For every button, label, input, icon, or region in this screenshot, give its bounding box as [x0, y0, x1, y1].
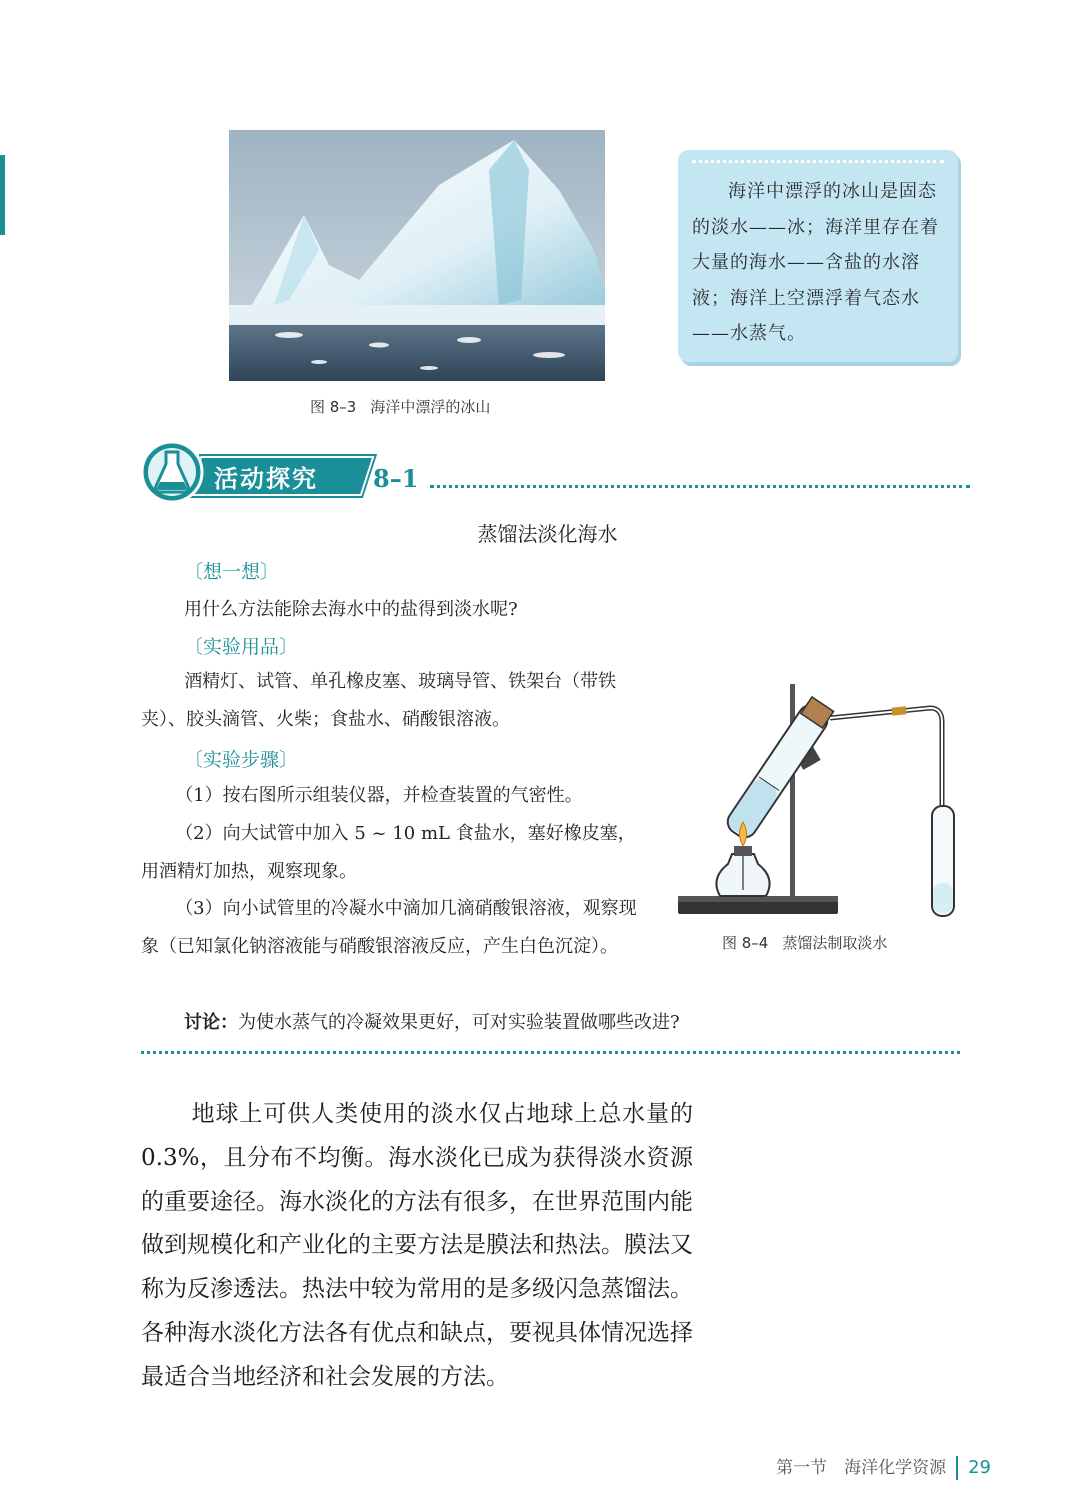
distillation-apparatus-diagram	[670, 678, 970, 928]
figure-4-number: 图 8–4	[722, 934, 769, 952]
activity-number: 8–1	[373, 464, 419, 493]
flask-icon	[140, 440, 204, 504]
body-paragraph: 地球上可供人类使用的淡水仅占地球上总水量的0.3%，且分布不均衡。海水淡化已成为获得淡水资源的重要途径。海水淡化的方法有很多，在世界范围内能做到规模化和产业化的主要方法是膜法和热法。膜法又称为反渗透法。热法中较为常用的是多级闪急蒸馏法。各种海水淡化方法各有优点和缺点，要视具体情况选择最适合当地经济和社会发展的方法。	[141, 1101, 693, 1390]
activity-label: 活动探究	[214, 465, 318, 493]
figure-3-number: 图 8–3	[310, 398, 357, 416]
step-1: （1）按右图所示组装仪器，并检查装置的气密性。	[175, 785, 583, 806]
activity-header	[140, 440, 970, 502]
footer-divider	[956, 1456, 958, 1480]
figure-3-caption	[310, 396, 490, 417]
footer-section: 第一节 海洋化学资源	[776, 1458, 947, 1478]
steps-heading: 〔实验步骤〕	[184, 749, 299, 771]
figure-4-caption	[722, 932, 887, 953]
activity-dotted-rule	[430, 485, 970, 488]
side-note-text: 海洋中漂浮的冰山是固态的淡水——冰；海洋里存在着大量的海水——含盐的水溶液；海洋上空漂浮着气态水——水蒸气。	[692, 181, 939, 344]
materials-heading: 〔实验用品〕	[184, 636, 299, 658]
iceberg-photo	[229, 130, 605, 381]
discussion-text: 为使水蒸气的冷凝效果更好，可对实验装置做哪些改进?	[238, 1012, 680, 1033]
note-dotted-rule	[692, 160, 944, 163]
materials-text: 酒精灯、试管、单孔橡皮塞、玻璃导管、铁架台（带铁夹）、胶头滴管、火柴；食盐水、硝酸银溶液。	[141, 671, 617, 730]
think-heading: 〔想一想〕	[184, 561, 280, 583]
page-number: 29	[968, 1457, 991, 1478]
page-footer	[776, 1453, 991, 1480]
figure-4-title: 蒸馏法制取淡水	[782, 934, 888, 952]
activity-end-dotted-rule	[141, 1051, 960, 1054]
discussion-label: 讨论：	[184, 1012, 238, 1033]
step-2: （2）向大试管中加入 5 ~ 10 mL 食盐水，塞好橡皮塞，用酒精灯加热，观察现象。	[141, 823, 636, 882]
figure-3-title: 海洋中漂浮的冰山	[370, 398, 491, 416]
page-edge-tab	[0, 155, 5, 235]
step-3: （3）向小试管里的冷凝水中滴加几滴硝酸银溶液，观察现象（已知氯化钠溶液能与硝酸银溶液反应，产生白色沉淀）。	[141, 898, 637, 957]
discussion-line	[184, 1008, 680, 1034]
think-text: 用什么方法能除去海水中的盐得到淡水呢?	[184, 599, 518, 620]
activity-title: 蒸馏法淡化海水	[477, 522, 618, 546]
side-note-box	[678, 150, 958, 362]
